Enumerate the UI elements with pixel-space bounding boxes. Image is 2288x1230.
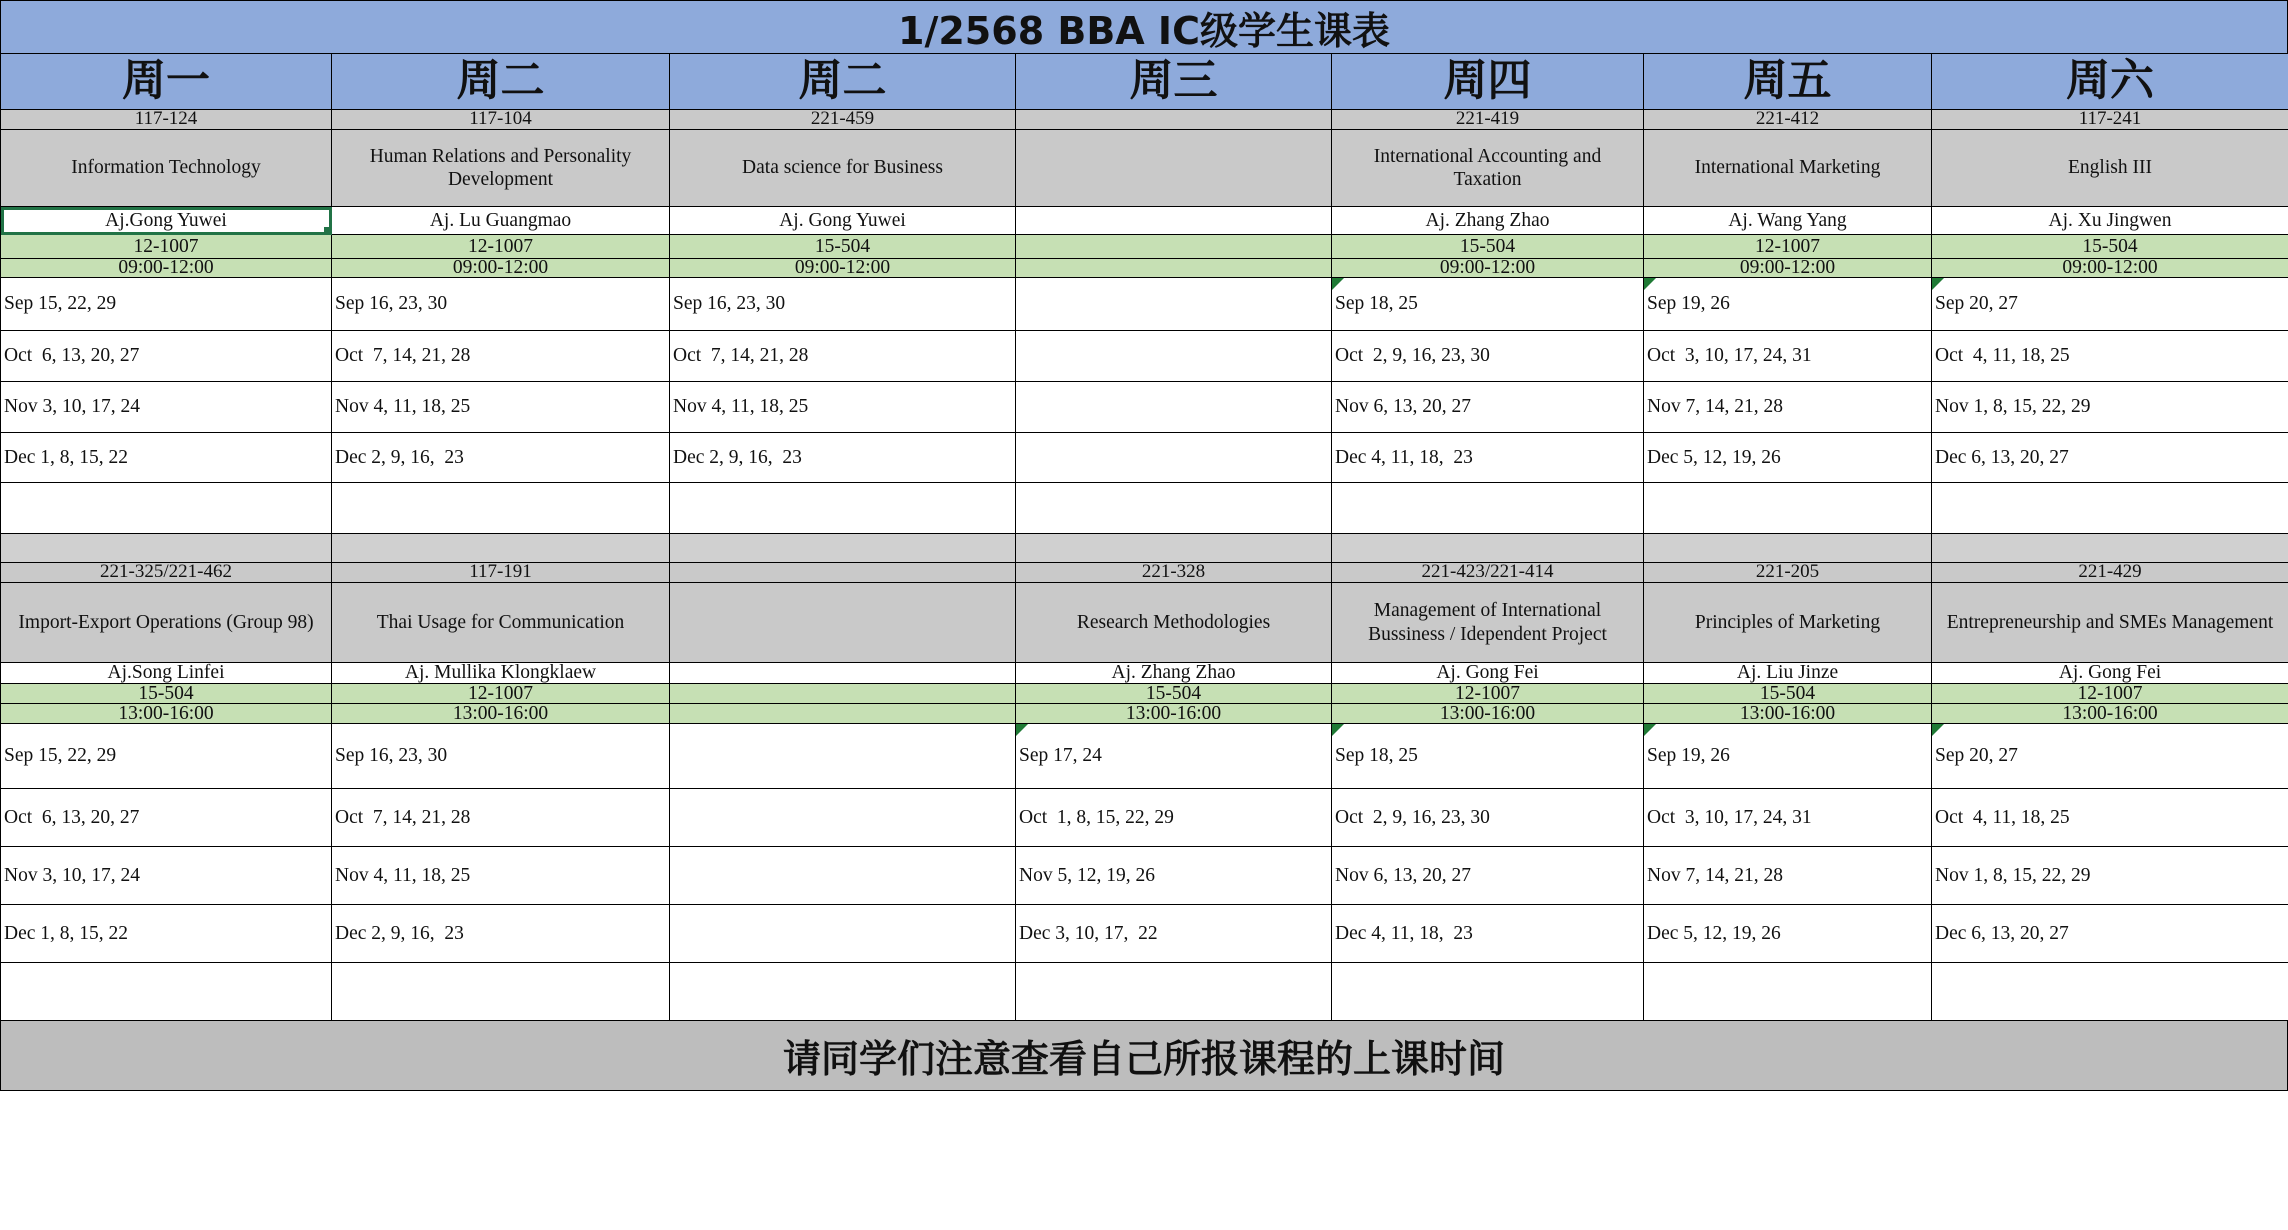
morning-dates[interactable]: Dec 4, 11, 18, 23	[1332, 433, 1644, 483]
morning-course-name[interactable]	[1016, 130, 1332, 207]
morning-dates[interactable]	[1016, 433, 1332, 483]
morning-dates[interactable]	[1016, 331, 1332, 382]
separator-cell[interactable]	[670, 534, 1016, 563]
separator-cell[interactable]	[1, 534, 332, 563]
day-header[interactable]: 周五	[1644, 54, 1932, 110]
afternoon-teacher[interactable]: Aj. Mullika Klongklaew	[332, 663, 670, 684]
afternoon-dates[interactable]: Oct 4, 11, 18, 25	[1932, 789, 2288, 847]
afternoon-room[interactable]: 15-504	[1016, 684, 1332, 704]
morning-dates[interactable]: Sep 19, 26	[1644, 278, 1932, 331]
morning-dates[interactable]: Sep 20, 27	[1932, 278, 2288, 331]
afternoon-course-name[interactable]: Research Methodologies	[1016, 583, 1332, 663]
afternoon-dates[interactable]: Dec 3, 10, 17, 22	[1016, 905, 1332, 963]
morning-course-name[interactable]: English III	[1932, 130, 2288, 207]
morning-course-name[interactable]: Human Relations and Personality Development	[332, 130, 670, 207]
morning-room[interactable]: 15-504	[1932, 235, 2288, 259]
day-header[interactable]: 周四	[1332, 54, 1644, 110]
day-header[interactable]: 周一	[1, 54, 332, 110]
blank-cell[interactable]	[670, 483, 1016, 534]
afternoon-teacher[interactable]	[670, 663, 1016, 684]
morning-time[interactable]: 09:00-12:00	[1, 259, 332, 278]
morning-room[interactable]: 15-504	[1332, 235, 1644, 259]
blank-cell[interactable]	[332, 483, 670, 534]
morning-course-code[interactable]: 221-412	[1644, 110, 1932, 130]
afternoon-course-name[interactable]: Entrepreneurship and SMEs Management	[1932, 583, 2288, 663]
morning-teacher[interactable]: Aj. Zhang Zhao	[1332, 207, 1644, 235]
blank-cell[interactable]	[1644, 963, 1932, 1021]
day-header[interactable]: 周二	[332, 54, 670, 110]
afternoon-dates[interactable]: Sep 15, 22, 29	[1, 724, 332, 789]
separator-cell[interactable]	[1332, 534, 1644, 563]
afternoon-dates[interactable]: Sep 20, 27	[1932, 724, 2288, 789]
morning-time[interactable]: 09:00-12:00	[670, 259, 1016, 278]
afternoon-dates[interactable]	[670, 847, 1016, 905]
morning-course-code[interactable]: 221-459	[670, 110, 1016, 130]
afternoon-dates[interactable]: Dec 1, 8, 15, 22	[1, 905, 332, 963]
morning-dates[interactable]: Dec 6, 13, 20, 27	[1932, 433, 2288, 483]
morning-dates[interactable]: Nov 6, 13, 20, 27	[1332, 382, 1644, 433]
blank-cell[interactable]	[1332, 963, 1644, 1021]
morning-room[interactable]: 15-504	[670, 235, 1016, 259]
afternoon-time[interactable]: 13:00-16:00	[1, 704, 332, 724]
afternoon-teacher[interactable]: Aj.Song Linfei	[1, 663, 332, 684]
morning-time[interactable]: 09:00-12:00	[1644, 259, 1932, 278]
morning-dates[interactable]: Sep 15, 22, 29	[1, 278, 332, 331]
blank-cell[interactable]	[1332, 483, 1644, 534]
afternoon-dates[interactable]: Oct 3, 10, 17, 24, 31	[1644, 789, 1932, 847]
morning-time[interactable]	[1016, 259, 1332, 278]
afternoon-dates[interactable]	[670, 905, 1016, 963]
afternoon-course-name[interactable]	[670, 583, 1016, 663]
blank-cell[interactable]	[1932, 483, 2288, 534]
afternoon-dates[interactable]: Oct 2, 9, 16, 23, 30	[1332, 789, 1644, 847]
day-header[interactable]: 周二	[670, 54, 1016, 110]
morning-dates[interactable]: Sep 18, 25	[1332, 278, 1644, 331]
afternoon-course-code[interactable]: 221-328	[1016, 563, 1332, 583]
afternoon-dates[interactable]: Nov 6, 13, 20, 27	[1332, 847, 1644, 905]
morning-dates[interactable]: Dec 2, 9, 16, 23	[332, 433, 670, 483]
afternoon-dates[interactable]: Nov 3, 10, 17, 24	[1, 847, 332, 905]
morning-course-code[interactable]	[1016, 110, 1332, 130]
day-header[interactable]: 周三	[1016, 54, 1332, 110]
morning-room[interactable]: 12-1007	[1644, 235, 1932, 259]
afternoon-course-code[interactable]: 221-429	[1932, 563, 2288, 583]
morning-dates[interactable]: Dec 2, 9, 16, 23	[670, 433, 1016, 483]
afternoon-dates[interactable]: Oct 6, 13, 20, 27	[1, 789, 332, 847]
morning-course-code[interactable]: 117-124	[1, 110, 332, 130]
morning-course-name[interactable]: International Marketing	[1644, 130, 1932, 207]
morning-dates[interactable]: Oct 4, 11, 18, 25	[1932, 331, 2288, 382]
afternoon-dates[interactable]: Nov 4, 11, 18, 25	[332, 847, 670, 905]
separator-cell[interactable]	[332, 534, 670, 563]
morning-teacher[interactable]: Aj. Xu Jingwen	[1932, 207, 2288, 235]
afternoon-dates[interactable]: Dec 4, 11, 18, 23	[1332, 905, 1644, 963]
afternoon-time[interactable]	[670, 704, 1016, 724]
morning-course-name[interactable]: Data science for Business	[670, 130, 1016, 207]
morning-dates[interactable]: Oct 7, 14, 21, 28	[670, 331, 1016, 382]
morning-dates[interactable]: Sep 16, 23, 30	[670, 278, 1016, 331]
blank-cell[interactable]	[1644, 483, 1932, 534]
morning-course-code[interactable]: 117-241	[1932, 110, 2288, 130]
blank-cell[interactable]	[1, 483, 332, 534]
morning-teacher[interactable]: Aj. Lu Guangmao	[332, 207, 670, 235]
afternoon-dates[interactable]: Dec 5, 12, 19, 26	[1644, 905, 1932, 963]
afternoon-room[interactable]: 12-1007	[1332, 684, 1644, 704]
afternoon-dates[interactable]: Sep 17, 24	[1016, 724, 1332, 789]
morning-dates[interactable]: Oct 2, 9, 16, 23, 30	[1332, 331, 1644, 382]
afternoon-dates[interactable]: Sep 16, 23, 30	[332, 724, 670, 789]
afternoon-dates[interactable]: Sep 18, 25	[1332, 724, 1644, 789]
afternoon-dates[interactable]: Dec 6, 13, 20, 27	[1932, 905, 2288, 963]
morning-room[interactable]	[1016, 235, 1332, 259]
morning-dates[interactable]: Nov 3, 10, 17, 24	[1, 382, 332, 433]
morning-course-code[interactable]: 117-104	[332, 110, 670, 130]
afternoon-time[interactable]: 13:00-16:00	[1016, 704, 1332, 724]
afternoon-course-name[interactable]: Principles of Marketing	[1644, 583, 1932, 663]
morning-teacher[interactable]: Aj.Gong Yuwei	[1, 207, 332, 235]
morning-course-name[interactable]: Information Technology	[1, 130, 332, 207]
afternoon-course-name[interactable]: Management of International Bussiness / Idependent Project	[1332, 583, 1644, 663]
schedule-grid	[0, 54, 2288, 1021]
afternoon-room[interactable]: 15-504	[1644, 684, 1932, 704]
afternoon-room[interactable]: 12-1007	[1932, 684, 2288, 704]
afternoon-dates[interactable]: Nov 1, 8, 15, 22, 29	[1932, 847, 2288, 905]
morning-time[interactable]: 09:00-12:00	[1332, 259, 1644, 278]
afternoon-dates[interactable]: Oct 1, 8, 15, 22, 29	[1016, 789, 1332, 847]
morning-dates[interactable]: Nov 1, 8, 15, 22, 29	[1932, 382, 2288, 433]
afternoon-dates[interactable]: Sep 19, 26	[1644, 724, 1932, 789]
morning-dates[interactable]: Oct 6, 13, 20, 27	[1, 331, 332, 382]
morning-dates[interactable]: Oct 3, 10, 17, 24, 31	[1644, 331, 1932, 382]
morning-dates[interactable]: Dec 5, 12, 19, 26	[1644, 433, 1932, 483]
footer-notice[interactable]: 请同学们注意查看自己所报课程的上课时间	[0, 1021, 2288, 1091]
afternoon-teacher[interactable]: Aj. Liu Jinze	[1644, 663, 1932, 684]
afternoon-time[interactable]: 13:00-16:00	[1932, 704, 2288, 724]
afternoon-teacher[interactable]: Aj. Gong Fei	[1932, 663, 2288, 684]
morning-teacher[interactable]: Aj. Gong Yuwei	[670, 207, 1016, 235]
morning-course-code[interactable]: 221-419	[1332, 110, 1644, 130]
separator-cell[interactable]	[1644, 534, 1932, 563]
day-header[interactable]: 周六	[1932, 54, 2288, 110]
afternoon-time[interactable]: 13:00-16:00	[1332, 704, 1644, 724]
afternoon-dates[interactable]: Nov 7, 14, 21, 28	[1644, 847, 1932, 905]
afternoon-time[interactable]: 13:00-16:00	[332, 704, 670, 724]
afternoon-course-code[interactable]: 221-423/221-414	[1332, 563, 1644, 583]
morning-time[interactable]: 09:00-12:00	[332, 259, 670, 278]
afternoon-course-name[interactable]: Import-Export Operations (Group 98)	[1, 583, 332, 663]
afternoon-room[interactable]: 15-504	[1, 684, 332, 704]
afternoon-course-code[interactable]	[670, 563, 1016, 583]
morning-dates[interactable]	[1016, 278, 1332, 331]
afternoon-dates[interactable]: Nov 5, 12, 19, 26	[1016, 847, 1332, 905]
blank-cell[interactable]	[1016, 483, 1332, 534]
blank-cell[interactable]	[1932, 963, 2288, 1021]
afternoon-time[interactable]: 13:00-16:00	[1644, 704, 1932, 724]
morning-dates[interactable]: Dec 1, 8, 15, 22	[1, 433, 332, 483]
afternoon-course-code[interactable]: 221-205	[1644, 563, 1932, 583]
morning-teacher[interactable]: Aj. Wang Yang	[1644, 207, 1932, 235]
morning-dates[interactable]: Sep 16, 23, 30	[332, 278, 670, 331]
afternoon-course-code[interactable]: 221-325/221-462	[1, 563, 332, 583]
morning-dates[interactable]: Nov 7, 14, 21, 28	[1644, 382, 1932, 433]
afternoon-course-name[interactable]: Thai Usage for Communication	[332, 583, 670, 663]
morning-dates[interactable]	[1016, 382, 1332, 433]
afternoon-dates[interactable]: Oct 7, 14, 21, 28	[332, 789, 670, 847]
morning-dates[interactable]: Nov 4, 11, 18, 25	[332, 382, 670, 433]
morning-course-name[interactable]: International Accounting and Taxation	[1332, 130, 1644, 207]
afternoon-teacher[interactable]: Aj. Gong Fei	[1332, 663, 1644, 684]
morning-time[interactable]: 09:00-12:00	[1932, 259, 2288, 278]
afternoon-teacher[interactable]: Aj. Zhang Zhao	[1016, 663, 1332, 684]
afternoon-dates[interactable]	[670, 724, 1016, 789]
blank-cell[interactable]	[1016, 963, 1332, 1021]
afternoon-dates[interactable]: Dec 2, 9, 16, 23	[332, 905, 670, 963]
afternoon-course-code[interactable]: 117-191	[332, 563, 670, 583]
morning-teacher[interactable]	[1016, 207, 1332, 235]
afternoon-room[interactable]: 12-1007	[332, 684, 670, 704]
morning-dates[interactable]: Oct 7, 14, 21, 28	[332, 331, 670, 382]
blank-cell[interactable]	[332, 963, 670, 1021]
morning-room[interactable]: 12-1007	[332, 235, 670, 259]
morning-room[interactable]: 12-1007	[1, 235, 332, 259]
afternoon-room[interactable]	[670, 684, 1016, 704]
afternoon-dates[interactable]	[670, 789, 1016, 847]
blank-cell[interactable]	[670, 963, 1016, 1021]
schedule-title[interactable]: 1/2568 BBA IC级学生课表	[0, 0, 2288, 54]
separator-cell[interactable]	[1016, 534, 1332, 563]
blank-cell[interactable]	[1, 963, 332, 1021]
separator-cell[interactable]	[1932, 534, 2288, 563]
morning-dates[interactable]: Nov 4, 11, 18, 25	[670, 382, 1016, 433]
